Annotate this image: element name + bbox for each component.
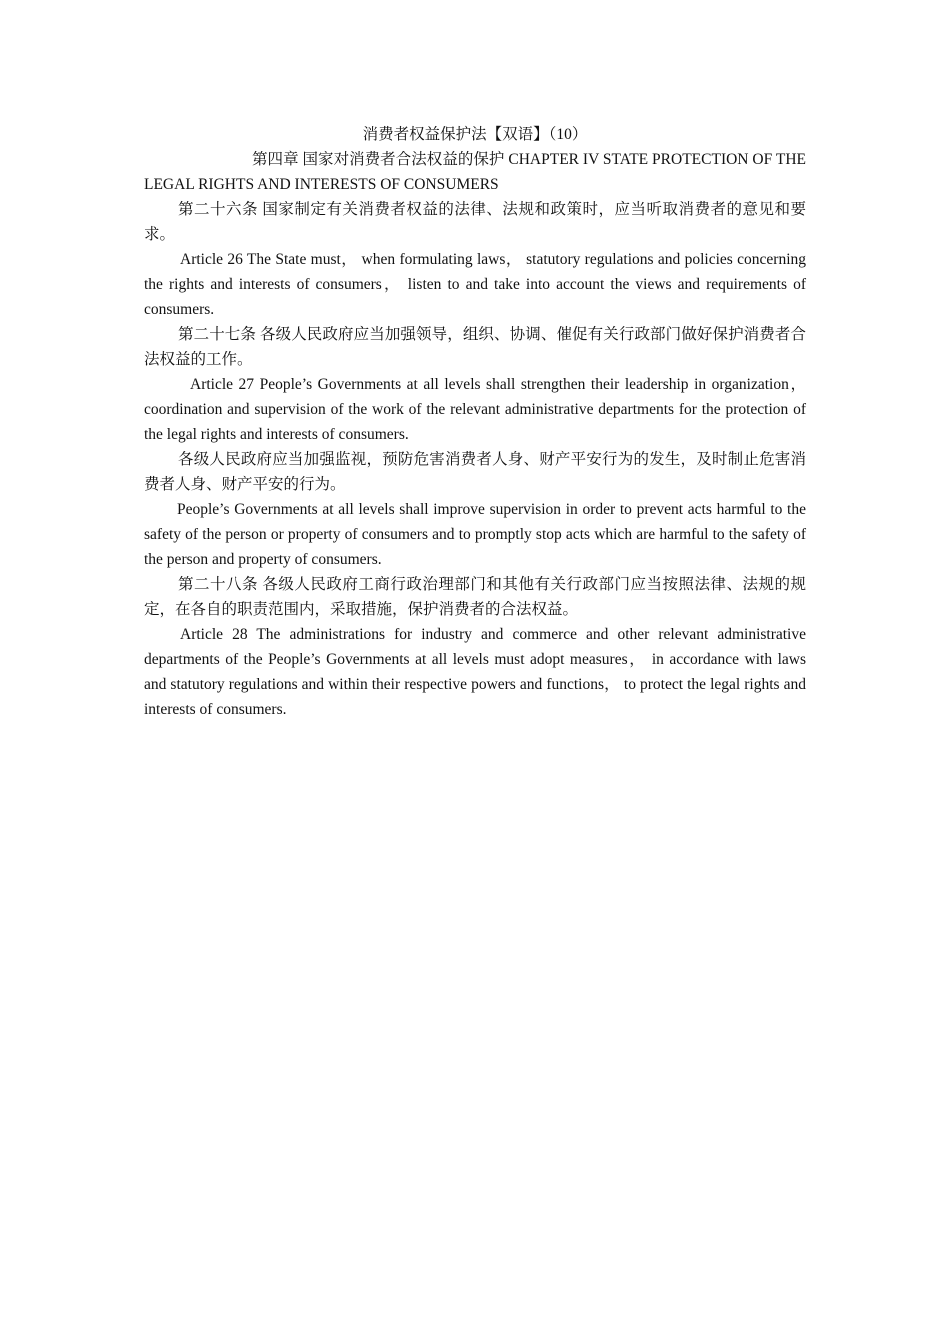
document-title: 消费者权益保护法【双语】（10） [362,126,588,143]
chapter-heading: 第四章 国家对消费者合法权益的保护 CHAPTER IV STATE PROTECTION OF THE LEGAL RIGHTS AND INTERESTS OF CONSUMERS [144,151,806,193]
article-27-supervision-zh: 各级人民政府应当加强监视，预防危害消费者人身、财产平安行为的发生，及时制止危害消费者人身、财产平安的行为。 [144,451,806,493]
article-27-en: Article 27 People’s Governments at all levels shall strengthen their leadership in organization， coordination and supervision of the work of the relevant administrative departments for the protection of the legal rights and interests of consumers. [144,376,806,443]
article-26-zh: 第二十六条 国家制定有关消费者权益的法律、法规和政策时，应当听取消费者的意见和要求。 [144,201,806,243]
article-28-en: Article 28 The administrations for industry and commerce and other relevant administrative departments of the People’s Governments at all levels must adopt measures， in accordance with laws and statutory regulations and within their respective powers and functions， to protect the legal rights and interests of consumers. [144,626,806,718]
article-27-zh: 第二十七条 各级人民政府应当加强领导，组织、协调、催促有关行政部门做好保护消费者合法权益的工作。 [144,326,806,368]
article-28-zh: 第二十八条 各级人民政府工商行政治理部门和其他有关行政部门应当按照法律、法规的规定，在各自的职责范围内，采取措施，保护消费者的合法权益。 [144,576,806,618]
article-27-supervision-en: People’s Governments at all levels shall improve supervision in order to prevent acts harmful to the safety of the person or property of consumers and to promptly stop acts which are harmful to the safety of the person and property of consumers. [144,501,806,568]
article-26-en: Article 26 The State must， when formulating laws， statutory regulations and policies concerning the rights and interests of consumers， listen to and take into account the views and requirements of consumers. [144,251,806,318]
document-page [144,122,806,722]
